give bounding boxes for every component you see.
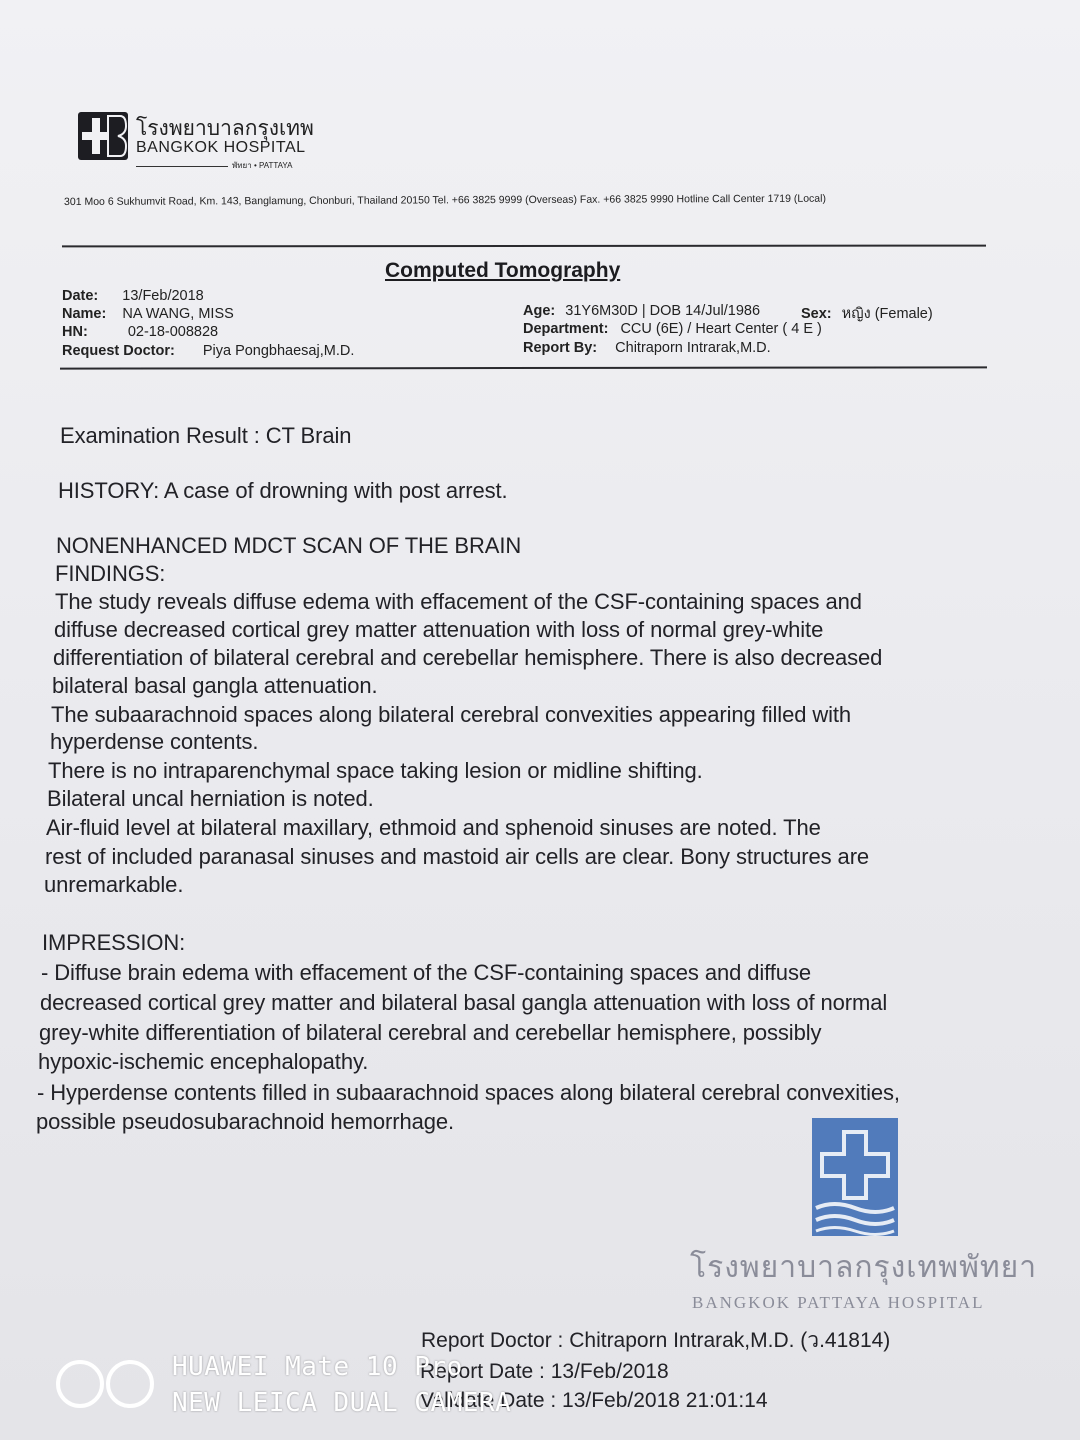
stamp-hospital-name-english: BANGKOK PATTAYA HOSPITAL [692, 1293, 985, 1312]
date-value: 13/Feb/2018 [122, 288, 204, 304]
impression-line: - Hyperdense contents filled in subaarachnoid spaces along bilateral cerebral convexities, [37, 1080, 900, 1105]
findings-line: There is no intraparenchymal space taking lesion or midline shifting. [48, 758, 703, 783]
request-doctor-value: Piya Pongbhaesaj,M.D. [202, 343, 355, 359]
findings-line: The subaarachnoid spaces along bilateral cerebral convexities appearing filled with [51, 702, 852, 727]
header-top-rule [62, 245, 986, 248]
scan-heading: NONENHANCED MDCT SCAN OF THE BRAIN [56, 533, 522, 558]
department-value: CCU (6E) / Heart Center ( 4 E ) [620, 321, 822, 337]
hospital-branch: พัทยา • PATTAYA [232, 161, 293, 170]
camera-watermark-circles-icon [54, 1358, 156, 1410]
hospital-name-english: BANGKOK HOSPITAL [136, 139, 306, 156]
bangkok-hospital-logo-icon [78, 112, 128, 160]
findings-line: bilateral basal gangla attenuation. [52, 673, 378, 698]
impression-line: grey-white differentiation of bilateral cerebral and cerebellar hemisphere, possibly [39, 1020, 822, 1045]
findings-line: differentiation of bilateral cerebral and cerebellar hemisphere. There is also decreased [53, 645, 883, 670]
header-bottom-rule [60, 366, 987, 369]
report-date: Report Date : 13/Feb/2018 [420, 1360, 669, 1383]
request-doctor-row [62, 343, 354, 359]
impression-heading: IMPRESSION: [42, 930, 186, 955]
impression-line: - Diffuse brain edema with effacement of the CSF-containing spaces and diffuse [41, 960, 811, 985]
findings-line: unremarkable. [44, 872, 184, 897]
findings-line: rest of included paranasal sinuses and mastoid air cells are clear. Bony structures are [45, 844, 870, 869]
examination-result: Examination Result : CT Brain [60, 423, 352, 448]
findings-heading: FINDINGS: [55, 561, 166, 586]
report-by-label: Report By: [523, 340, 598, 356]
findings-line: diffuse decreased cortical grey matter attenuation with loss of normal grey-white [54, 617, 824, 642]
name-row [62, 306, 234, 322]
impression-line: hypoxic-ischemic encephalopathy. [38, 1049, 369, 1074]
report-doctor: Report Doctor : Chitraporn Intrarak,M.D. (ว.41814) [421, 1329, 891, 1352]
department-label: Department: [523, 321, 609, 337]
impression-line: decreased cortical grey matter and bilateral basal gangla attenuation with loss of normal [40, 990, 888, 1015]
sex-value: หญิง (Female) [841, 306, 933, 322]
validate-date: Validate Date : 13/Feb/2018 21:01:14 [420, 1389, 768, 1412]
report-title: Computed Tomography [385, 259, 621, 282]
report-by-row [523, 340, 771, 356]
date-label: Date: [62, 288, 99, 304]
stamp-hospital-name-thai: โรงพยาบาลกรุงเทพพัทยา [690, 1250, 1038, 1285]
findings-line: Air-fluid level at bilateral maxillary, ethmoid and sphenoid sinuses are noted. The [46, 815, 821, 840]
hospital-stamp-cross-icon [812, 1118, 898, 1236]
hn-row [62, 324, 218, 340]
name-label: Name: [62, 306, 107, 322]
camera-watermark-model: HUAWEI Mate 10 Pro [172, 1352, 463, 1382]
department-row [523, 321, 822, 337]
history: HISTORY: A case of drowning with post arrest. [58, 478, 508, 503]
hospital-address: 301 Moo 6 Sukhumvit Road, Km. 143, Banglamung, Chonburi, Thailand 20150 Tel. +66 3825 9999 (Overseas) Fax. +66 3825 9990 Hotline Call Center 1719 (Local) [64, 192, 826, 208]
report-by-value: Chitraporn Intrarak,M.D. [615, 340, 771, 356]
age-value: 31Y6M30D | DOB 14/Jul/1986 [565, 303, 761, 319]
logo-underline [136, 166, 228, 167]
hn-value: 02-18-008828 [127, 324, 219, 340]
impression-line: possible pseudosubarachnoid hemorrhage. [36, 1109, 455, 1134]
camera-watermark-lens: NEW LEICA DUAL CAMERA [172, 1388, 512, 1418]
hospital-name-thai: โรงพยาบาลกรุงเทพ [136, 116, 314, 140]
name-value: NA WANG, MISS [122, 306, 234, 322]
findings-line: The study reveals diffuse edema with effacement of the CSF-containing spaces and [55, 589, 862, 614]
age-label: Age: [523, 303, 556, 319]
request-doctor-label: Request Doctor: [62, 343, 175, 359]
sex-label: Sex: [801, 306, 832, 322]
findings-line: Bilateral uncal herniation is noted. [47, 786, 374, 811]
findings-line: hyperdense contents. [50, 729, 259, 754]
date-row [62, 288, 204, 304]
age-row [523, 303, 760, 319]
hn-label: HN: [62, 324, 88, 340]
